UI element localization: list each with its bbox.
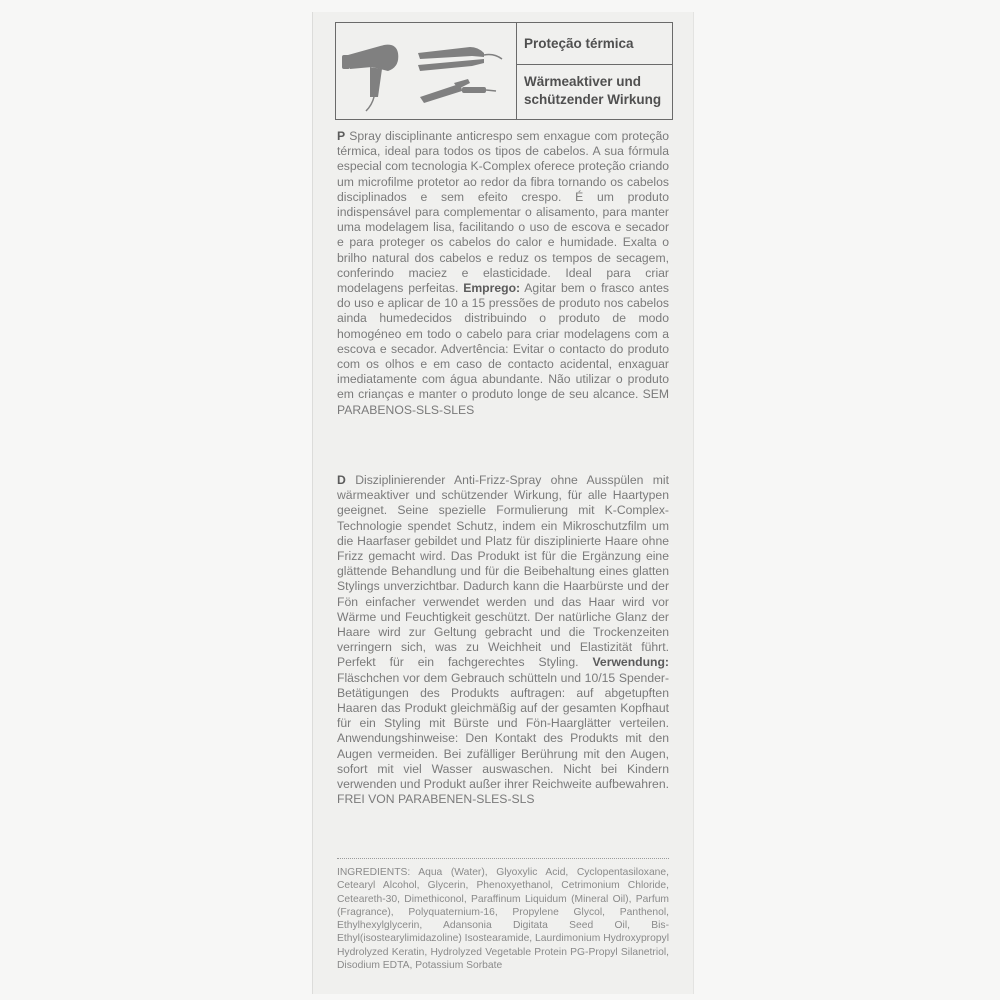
ingredients-list: INGREDIENTS: Aqua (Water), Glyoxylic Acid, Cyclopentasiloxane, Cetearyl Alcohol, Glycerin, Phenoxyethanol, Cetrimonium Chloride, Ceteareth-30, Dimethiconol, Paraffinum Liquidum (Mineral Oil), Parfum (Fragrance), Polyquaternium-16, Propylene Glycol, Panthenol, Ethylhexylglycerin, Adansonia Digitata Seed Oil, Bis-Ethyl(isostearylimidazoline) Isostearamide, Laurdimonium Hydroxypropyl Hydrolyzed Keratin, Hydrolyzed Vegetable Protein PG-Propyl Silanetriol, Disodium EDTA, Potassium Sorbate <box>337 867 669 972</box>
lang-marker-p: P <box>337 129 346 143</box>
styling-tools-icons <box>336 23 517 119</box>
label-de-line2: schützender Wirkung <box>524 92 662 107</box>
portuguese-usage-label: Emprego: <box>463 281 521 296</box>
german-usage-label: Verwendung: <box>592 655 669 670</box>
ingredients-divider <box>337 858 669 859</box>
lang-marker-d: D <box>337 473 346 487</box>
styling-tools-graphic <box>336 23 516 119</box>
heat-protection-label-pt: Proteção térmica <box>517 23 672 65</box>
portuguese-usage-text: Agitar bem o frasco antes do uso e aplicar de 10 a 15 pressões de produto nos cabelos ainda humedecidos distribuindo o produto de modo homogéneo em todo o cabelo para criar modelagens com a escova e secador. Advertência: Evitar o contacto do produto com os olhos e em caso de contacto acidental, enxaguar imediatamente com água abundante. Não utilizar o produto em crianças e manter o produto longe de seu alcance. SEM PARABENOS-SLS-SLES <box>337 281 669 417</box>
hair-dryer-icon <box>342 45 398 111</box>
german-description <box>337 473 669 807</box>
heat-protection-header <box>335 22 673 120</box>
curling-iron-icon <box>420 79 496 103</box>
flat-iron-icon <box>418 47 502 71</box>
portuguese-body: Spray disciplinante anticrespo sem enxague com proteção térmica, ideal para todos os tipos de cabelos. A sua fórmula especial com tecnologia K-Complex oferece proteção criando um microfilme protetor ao redor da fibra tornando os cabelos disciplinados e sem efeito crespo. É um produto indispensável para complementar o alisamento, para manter uma modelagem lisa, facilitando o uso de escova e secador e para proteger os cabelos do calor e humidade. Exalta o brilho natural dos cabelos e reduz os tempos de secagem, conferindo maciez e elasticidade. Ideal para criar modelagens perfeitas. <box>337 129 670 296</box>
heat-protection-label-de <box>517 65 672 119</box>
product-label-panel <box>312 12 694 994</box>
german-body: Disziplinierender Anti-Frizz-Spray ohne Ausspülen mit wärmeaktiver und schützender Wirkung, für alle Haartypen geeignet. Seine spezielle Formulierung mit K-Complex-Technologie spendet Schutz, indem ein Mikroschutzfilm um die Haarfaser gebildet und Platz für disziplinierte Haare ohne Frizz gemacht wird. Das Produkt ist für die Ergänzung eine glättende Behandlung und für die Beibehaltung eines glatten Stylings unverzichtbar. Dadurch kann die Haarbürste und der Fön einfacher verwendet werden und das Haar wird vor Wärme und Feuchtigkeit geschützt. Der natürliche Glanz der Haare wird zur Geltung gebracht und die Trockenzeiten verringern sich, was zu Weichheit und Elastizität führt. Perfekt für ein fachgerechtes Styling. <box>337 473 670 670</box>
portuguese-description <box>337 129 669 418</box>
german-usage-text: Fläschchen vor dem Gebrauch schütteln und 10/15 Spender-Betätigungen des Produkts auftragen: auf abgetupften Haaren das Produkt gleichmäßig auf der gesamten Kopfhaut für ein Styling mit Bürste und Fön-Haarglätter verteilen. Anwendungshinweise: Den Kontakt des Produkts mit den Augen vermeiden. Bei zufälliger Berührung mit den Augen, sofort mit viel Wasser auswaschen. Nicht bei Kindern verwenden und Produkt außer ihrer Reichweite aufbewahren. FREI VON PARABENEN-SLES-SLS <box>337 670 669 807</box>
label-de-line1: Wärmeaktiver und <box>524 74 642 89</box>
